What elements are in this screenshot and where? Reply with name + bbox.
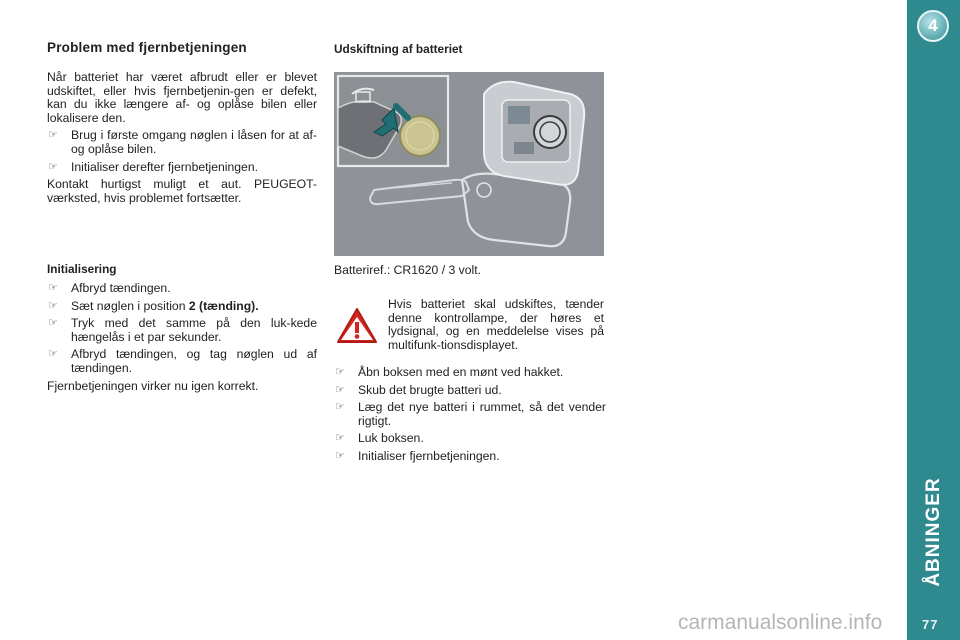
pointing-hand-icon: ☞ — [48, 129, 58, 142]
key-illustration — [334, 72, 604, 256]
list-item: ☞ Initialiser fjernbetjeningen. — [335, 448, 500, 463]
list-item: ☞ Åbn boksen med en mønt ved hakket. — [335, 365, 564, 379]
pointing-hand-icon: ☞ — [335, 401, 345, 414]
list-item: ☞ Brug i første omgang nøglen i låsen for at af- og oplåse bilen. — [48, 128, 317, 156]
battery-step-list — [334, 366, 606, 464]
page-number: 77 — [922, 617, 939, 632]
initialisation-title: Initialisering — [47, 262, 117, 276]
section-title: Problem med fjernbetjeningen — [47, 40, 247, 55]
list-item: ☞ Initialiser derefter fjernbetjeningen. — [48, 159, 258, 174]
intro-paragraph: Når batteriet har været afbrudt eller er blevet udskiftet, eller hvis fjernbetjenin-gen er defekt, kan du ikke længere af- og oplåse bilen eller lokalisere den. — [47, 70, 317, 125]
warning-triangle-icon — [336, 307, 378, 345]
pointing-hand-icon: ☞ — [335, 383, 345, 396]
list-item: ☞ Skub det brugte batteri ud. — [335, 382, 502, 397]
pointing-hand-icon: ☞ — [48, 317, 58, 330]
pointing-hand-icon: ☞ — [335, 449, 345, 462]
battery-reference: Batteriref.: CR1620 / 3 volt. — [334, 263, 481, 277]
chapter-title: ÅBNINGER — [923, 477, 944, 587]
pointing-hand-icon: ☞ — [335, 366, 345, 378]
list-item: ☞ Læg det nye batteri i rummet, så det vender rigtigt. — [335, 400, 606, 428]
pointing-hand-icon: ☞ — [48, 348, 58, 361]
remote-problem-section — [47, 40, 317, 209]
pointing-hand-icon: ☞ — [48, 282, 58, 294]
list-item: ☞ Afbryd tændingen, og tag nøglen ud af tændingen. — [48, 347, 317, 375]
list-item: ☞ Afbryd tændingen. — [48, 281, 171, 295]
list-item: ☞ Sæt nøglen i position 2 (tænding). — [48, 298, 259, 313]
battery-section-header — [334, 42, 606, 56]
remote-problem-bullets — [47, 129, 317, 174]
watermark: carmanualsonline.info — [678, 611, 883, 634]
battery-steps — [334, 366, 606, 468]
pointing-hand-icon: ☞ — [335, 432, 345, 445]
battery-replacement-illustration — [334, 72, 604, 256]
chapter-number-badge: 4 — [917, 10, 949, 42]
initialisation-section — [47, 262, 317, 397]
list-item: ☞ Luk boksen. — [335, 431, 424, 446]
initialisation-conclusion: Fjernbetjeningen virker nu igen korrekt. — [47, 378, 259, 393]
pointing-hand-icon: ☞ — [48, 160, 58, 173]
position-label: 2 (tænding). — [188, 298, 259, 313]
pointing-hand-icon: ☞ — [48, 299, 58, 312]
warning-text: Hvis batteriet skal udskiftes, tænder denne kontrollampe, der høres et lydsignal, og en meddelelse vises på multifunk-tionsdisplayet. — [388, 297, 604, 352]
battery-section-title: Udskiftning af batteriet — [334, 42, 463, 56]
contact-note: Kontakt hurtigst muligt et aut. PEUGEOT-værksted, hvis problemet fortsætter. — [47, 177, 317, 205]
initialisation-steps — [47, 282, 317, 376]
list-item: ☞ Tryk med det samme på den luk-kede hængelås i et par sekunder. — [48, 316, 317, 344]
